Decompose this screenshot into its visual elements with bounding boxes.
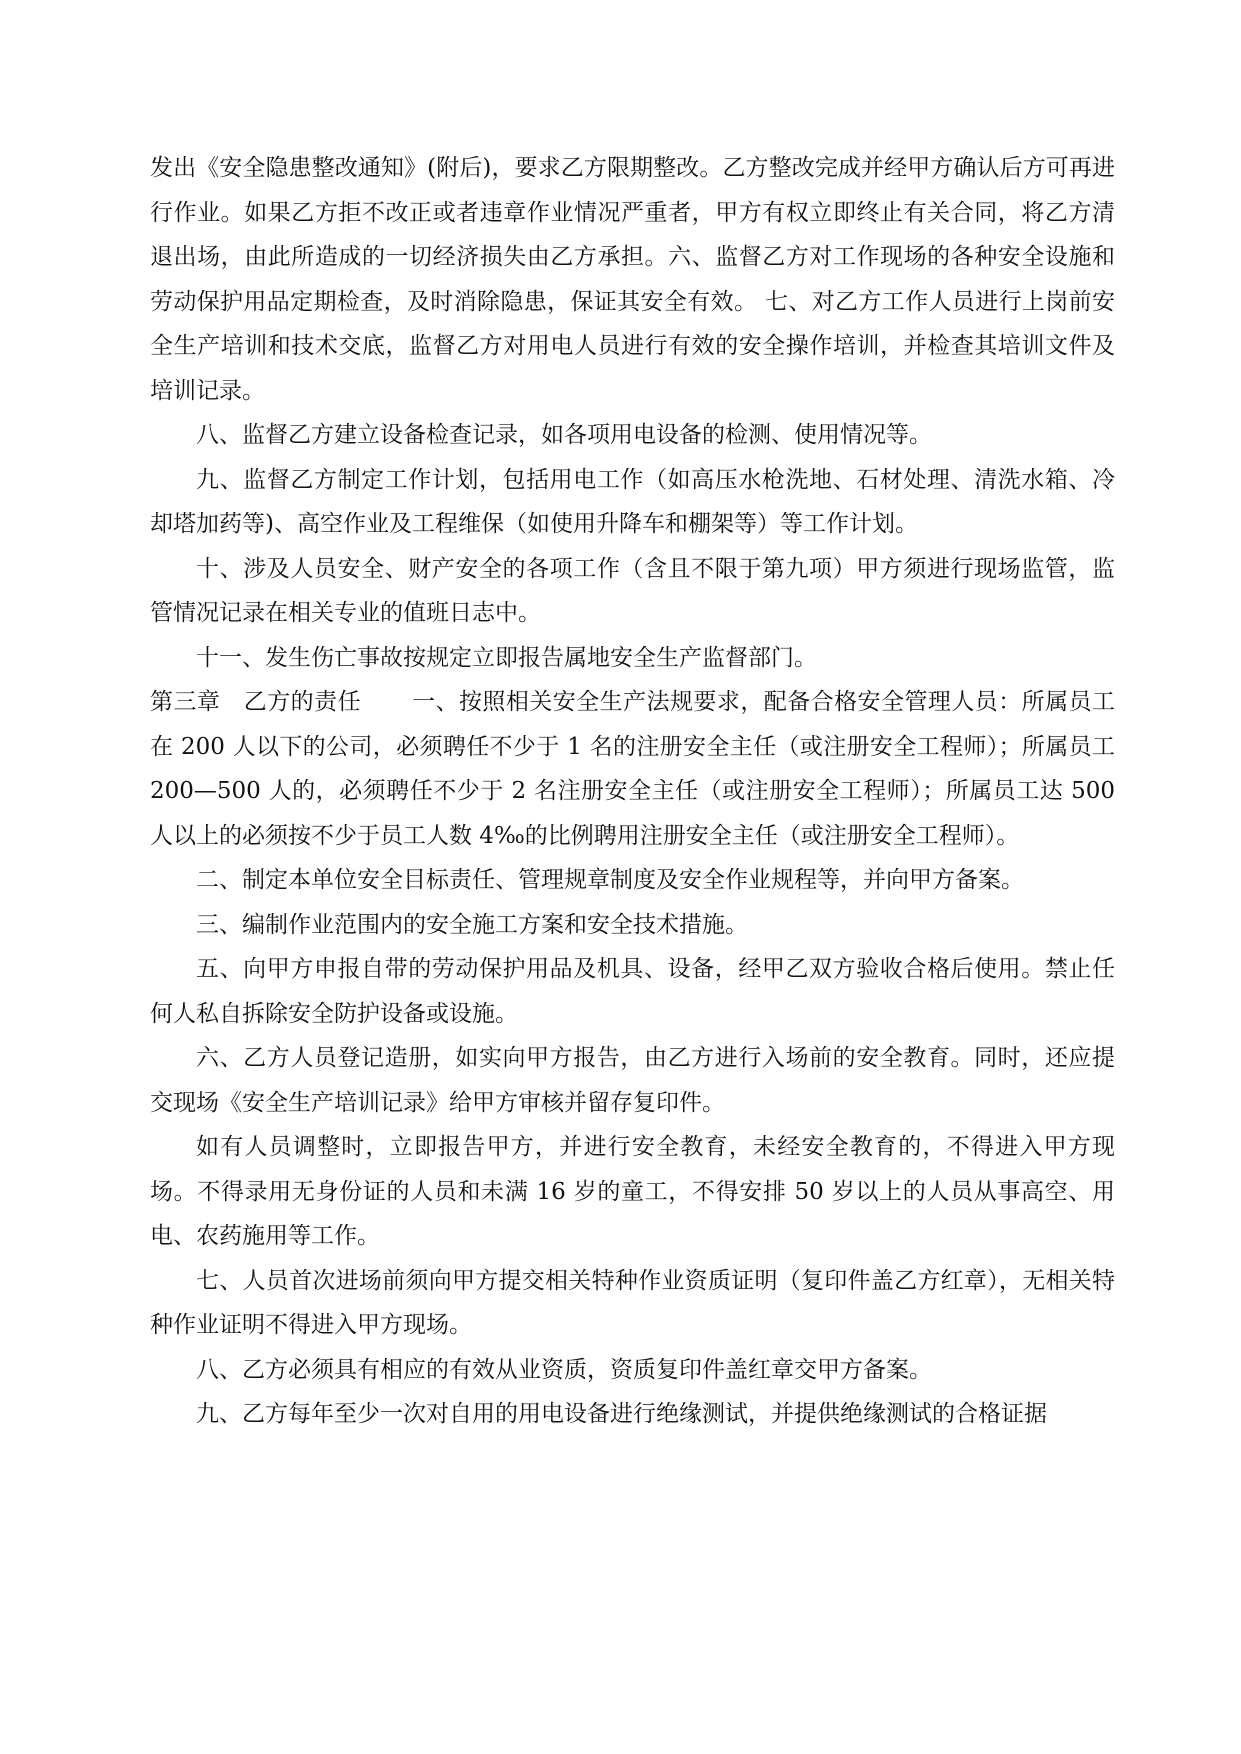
paragraph-item-8: 八、监督乙方建立设备检查记录，如各项用电设备的检测、使用情况等。 bbox=[196, 422, 932, 448]
paragraph-b-item-5: 五、向甲方申报自带的劳动保护用品及机具、设备，经甲乙双方验收合格后使用。禁止任何人私自拆除安全防护设备或设施。 bbox=[150, 956, 1115, 1027]
chapter-three-paragraph bbox=[150, 680, 1115, 858]
chapter-label: 第三章 bbox=[150, 689, 221, 715]
paragraph-item-11: 十一、发生伤亡事故按规定立即报告属地安全生产监督部门。 bbox=[196, 644, 817, 671]
paragraph-b-item-3: 三、编制作业范围内的安全施工方案和安全技术措施。 bbox=[196, 911, 748, 938]
paragraph-continuation: 发出《安全隐患整改通知》(附后)，要求乙方限期整改。乙方整改完成并经甲方确认后方可再进行作业。如果乙方拒不改正或者违章作业情况严重者，甲方有权立即终止有关合同，将乙方清退出场，由此所造成的一切经济损失由乙方承担。六、监督乙方对工作现场的各种安全设施和劳动保护用品定期检查，及时消除隐患，保证其安全有效。 七、对乙方工作人员进行上岗前安全生产培训和技术交底，监督乙方对用电人员进行有效的安全操作培训，并检查其培训文件及培训记录。 bbox=[150, 155, 1115, 404]
paragraph-b-item-6: 六、乙方人员登记造册，如实向甲方报告，由乙方进行入场前的安全教育。同时，还应提交现场《安全生产培训记录》给甲方审核并留存复印件。 bbox=[150, 1045, 1115, 1116]
paragraph-item-10: 十、涉及人员安全、财产安全的各项工作（含且不限于第九项）甲方须进行现场监管，监管情况记录在相关专业的值班日志中。 bbox=[150, 555, 1115, 626]
paragraph-b-item-8: 八、乙方必须具有相应的有效从业资质，资质复印件盖红章交甲方备案。 bbox=[196, 1356, 932, 1383]
chapter-item-1: 一、按照相关安全生产法规要求，配备合格安全管理人员：所属员工在 200 人以下的公司，必须聘任不少于 1 名的注册安全主任（或注册安全工程师）；所属员工 200—500 人的，必须聘任不少于 2 名注册安全主任（或注册安全工程师）；所属员工达 500 人以上的必须按不少于员工人数 4‰的比例聘用注册安全主任（或注册安全工程师）。 bbox=[150, 689, 1116, 849]
paragraph-b-item-2: 二、制定本单位安全目标责任、管理规章制度及安全作业规程等，并向甲方备案。 bbox=[196, 867, 1024, 893]
paragraph-b-item-9: 九、乙方每年至少一次对自用的用电设备进行绝缘测试，并提供绝缘测试的合格证据 bbox=[196, 1401, 1047, 1427]
document-page bbox=[150, 146, 1115, 1437]
paragraph-b-staff-adjustment: 如有人员调整时，立即报告甲方，并进行安全教育，未经安全教育的，不得进入甲方现场。不得录用无身份证的人员和未满 16 岁的童工，不得安排 50 岁以上的人员从事高空、用电、农药施用等工作。 bbox=[150, 1134, 1115, 1249]
chapter-title: 乙方的责任 bbox=[243, 689, 362, 715]
paragraph-b-item-7: 七、人员首次进场前须向甲方提交相关特种作业资质证明（复印件盖乙方红章），无相关特种作业证明不得进入甲方现场。 bbox=[150, 1267, 1115, 1338]
paragraph-item-9: 九、监督乙方制定工作计划，包括用电工作（如高压水枪洗地、石材处理、清洗水箱、冷却塔加药等)、高空作业及工程维保（如使用升降车和棚架等）等工作计划。 bbox=[150, 466, 1115, 537]
